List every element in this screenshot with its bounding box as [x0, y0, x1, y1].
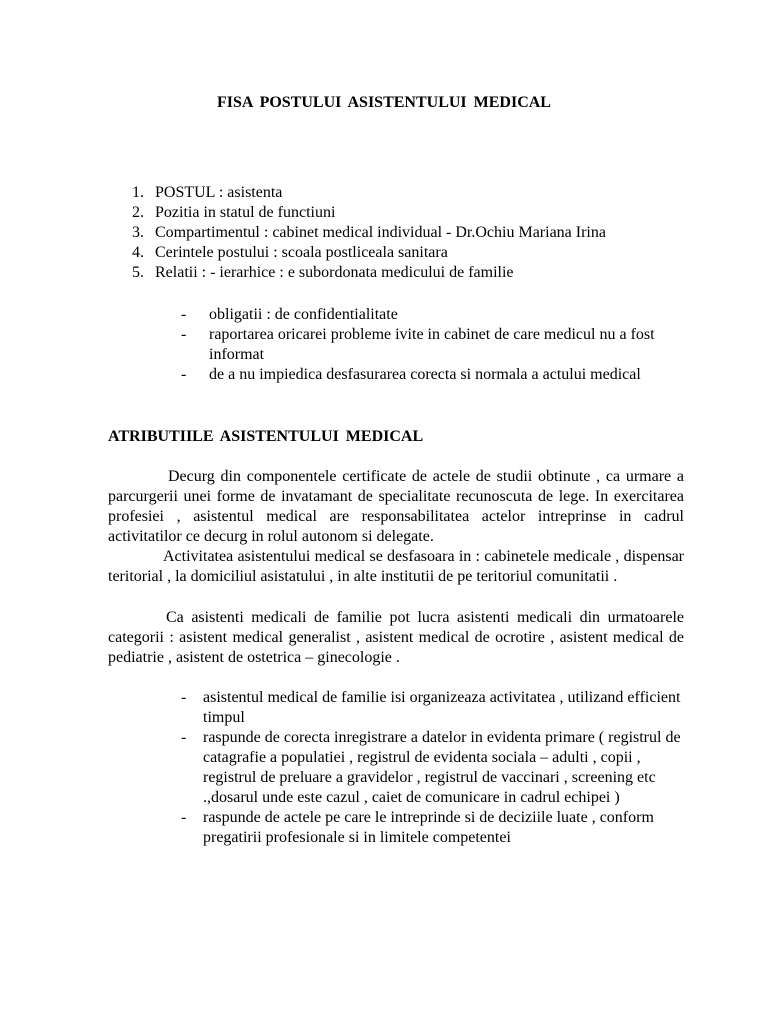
list-item — [181, 325, 674, 365]
list-item — [132, 243, 672, 263]
item-text: obligatii : de confidentialitate — [209, 306, 398, 323]
item-text: raspunde de actele pe care le intreprinde si de deciziile luate , conform pregatirii profesionale si in limitele competentei — [203, 809, 654, 846]
dash: - — [181, 689, 187, 706]
list-item — [132, 223, 672, 243]
item-text: de a nu impiedica desfasurarea corecta si normala a actului medical — [209, 366, 641, 383]
paragraph-text: Decurg din componentele certificate de actele de studii obtinute , ca urmare a parcurgerii unei forme de invatamant de specialitate recunoscuta de lege. In exercitarea profesiei , asistentul medical are responsabilitatea actelor intreprinse in cadrul activitatilor ce decurg in rolul autonom si delegate. — [108, 468, 684, 545]
item-text: Cerintele postului : scoala postliceala sanitara — [155, 244, 448, 261]
dash: - — [181, 809, 187, 826]
item-number: 3. — [132, 224, 144, 241]
list-item — [132, 203, 672, 223]
item-text: Relatii : - ierarhice : e subordonata medicului de familie — [155, 264, 514, 281]
item-number: 5. — [132, 264, 144, 281]
paragraph — [108, 547, 684, 587]
list-item — [181, 728, 681, 808]
job-info-list — [132, 183, 672, 283]
item-text: Compartimentul : cabinet medical individual - Dr.Ochiu Mariana Irina — [155, 224, 606, 241]
item-text: Pozitia in statul de functiuni — [155, 204, 336, 221]
item-text: raportarea oricarei probleme ivite in cabinet de care medicul nu a fost informat — [209, 326, 655, 363]
list-item — [181, 305, 674, 325]
paragraph-text: Activitatea asistentului medical se desfasoara in : cabinetele medicale , dispensar teritorial , la domiciliul asistatului , in alte institutii de pe teritoriul comunitatii . — [108, 548, 684, 585]
list-item — [181, 808, 681, 848]
paragraph — [108, 467, 684, 547]
list-item — [181, 688, 681, 728]
item-text: raspunde de corecta inregistrare a datelor in evidenta primare ( registrul de catagrafie a populatiei , registrul de evidenta sociala – adulti , copii , registrul de preluare a gravidelor , registrul de vaccinari , screening etc .,dosarul unde este cazul , caiet de comunicare in cadrul echipei ) — [203, 729, 681, 806]
list-item — [132, 183, 672, 203]
paragraph-text: Ca asistenti medicali de familie pot lucra asistenti medicali din urmatoarele categorii : asistent medical generalist , asistent medical de ocrotire , asistent medical de pediatrie , asistent de ostetrica – ginecologie . — [108, 609, 684, 666]
relatii-subitems — [154, 305, 674, 385]
item-number: 4. — [132, 244, 144, 261]
item-number: 1. — [132, 184, 144, 201]
section-heading: ATRIBUTIILE ASISTENTULUI MEDICAL — [108, 428, 424, 445]
dash: - — [181, 326, 187, 343]
dash: - — [181, 729, 187, 746]
item-number: 2. — [132, 204, 144, 221]
list-item — [132, 263, 672, 283]
item-text: asistentul medical de familie isi organizeaza activitatea , utilizand efficient timpul — [203, 689, 681, 726]
item-text: POSTUL : asistenta — [155, 184, 283, 201]
dash: - — [181, 306, 187, 323]
page-title: FISA POSTULUI ASISTENTULUI MEDICAL — [217, 94, 551, 111]
duties-list — [181, 688, 681, 848]
paragraph — [108, 608, 684, 668]
list-item — [181, 365, 674, 385]
dash: - — [181, 366, 187, 383]
